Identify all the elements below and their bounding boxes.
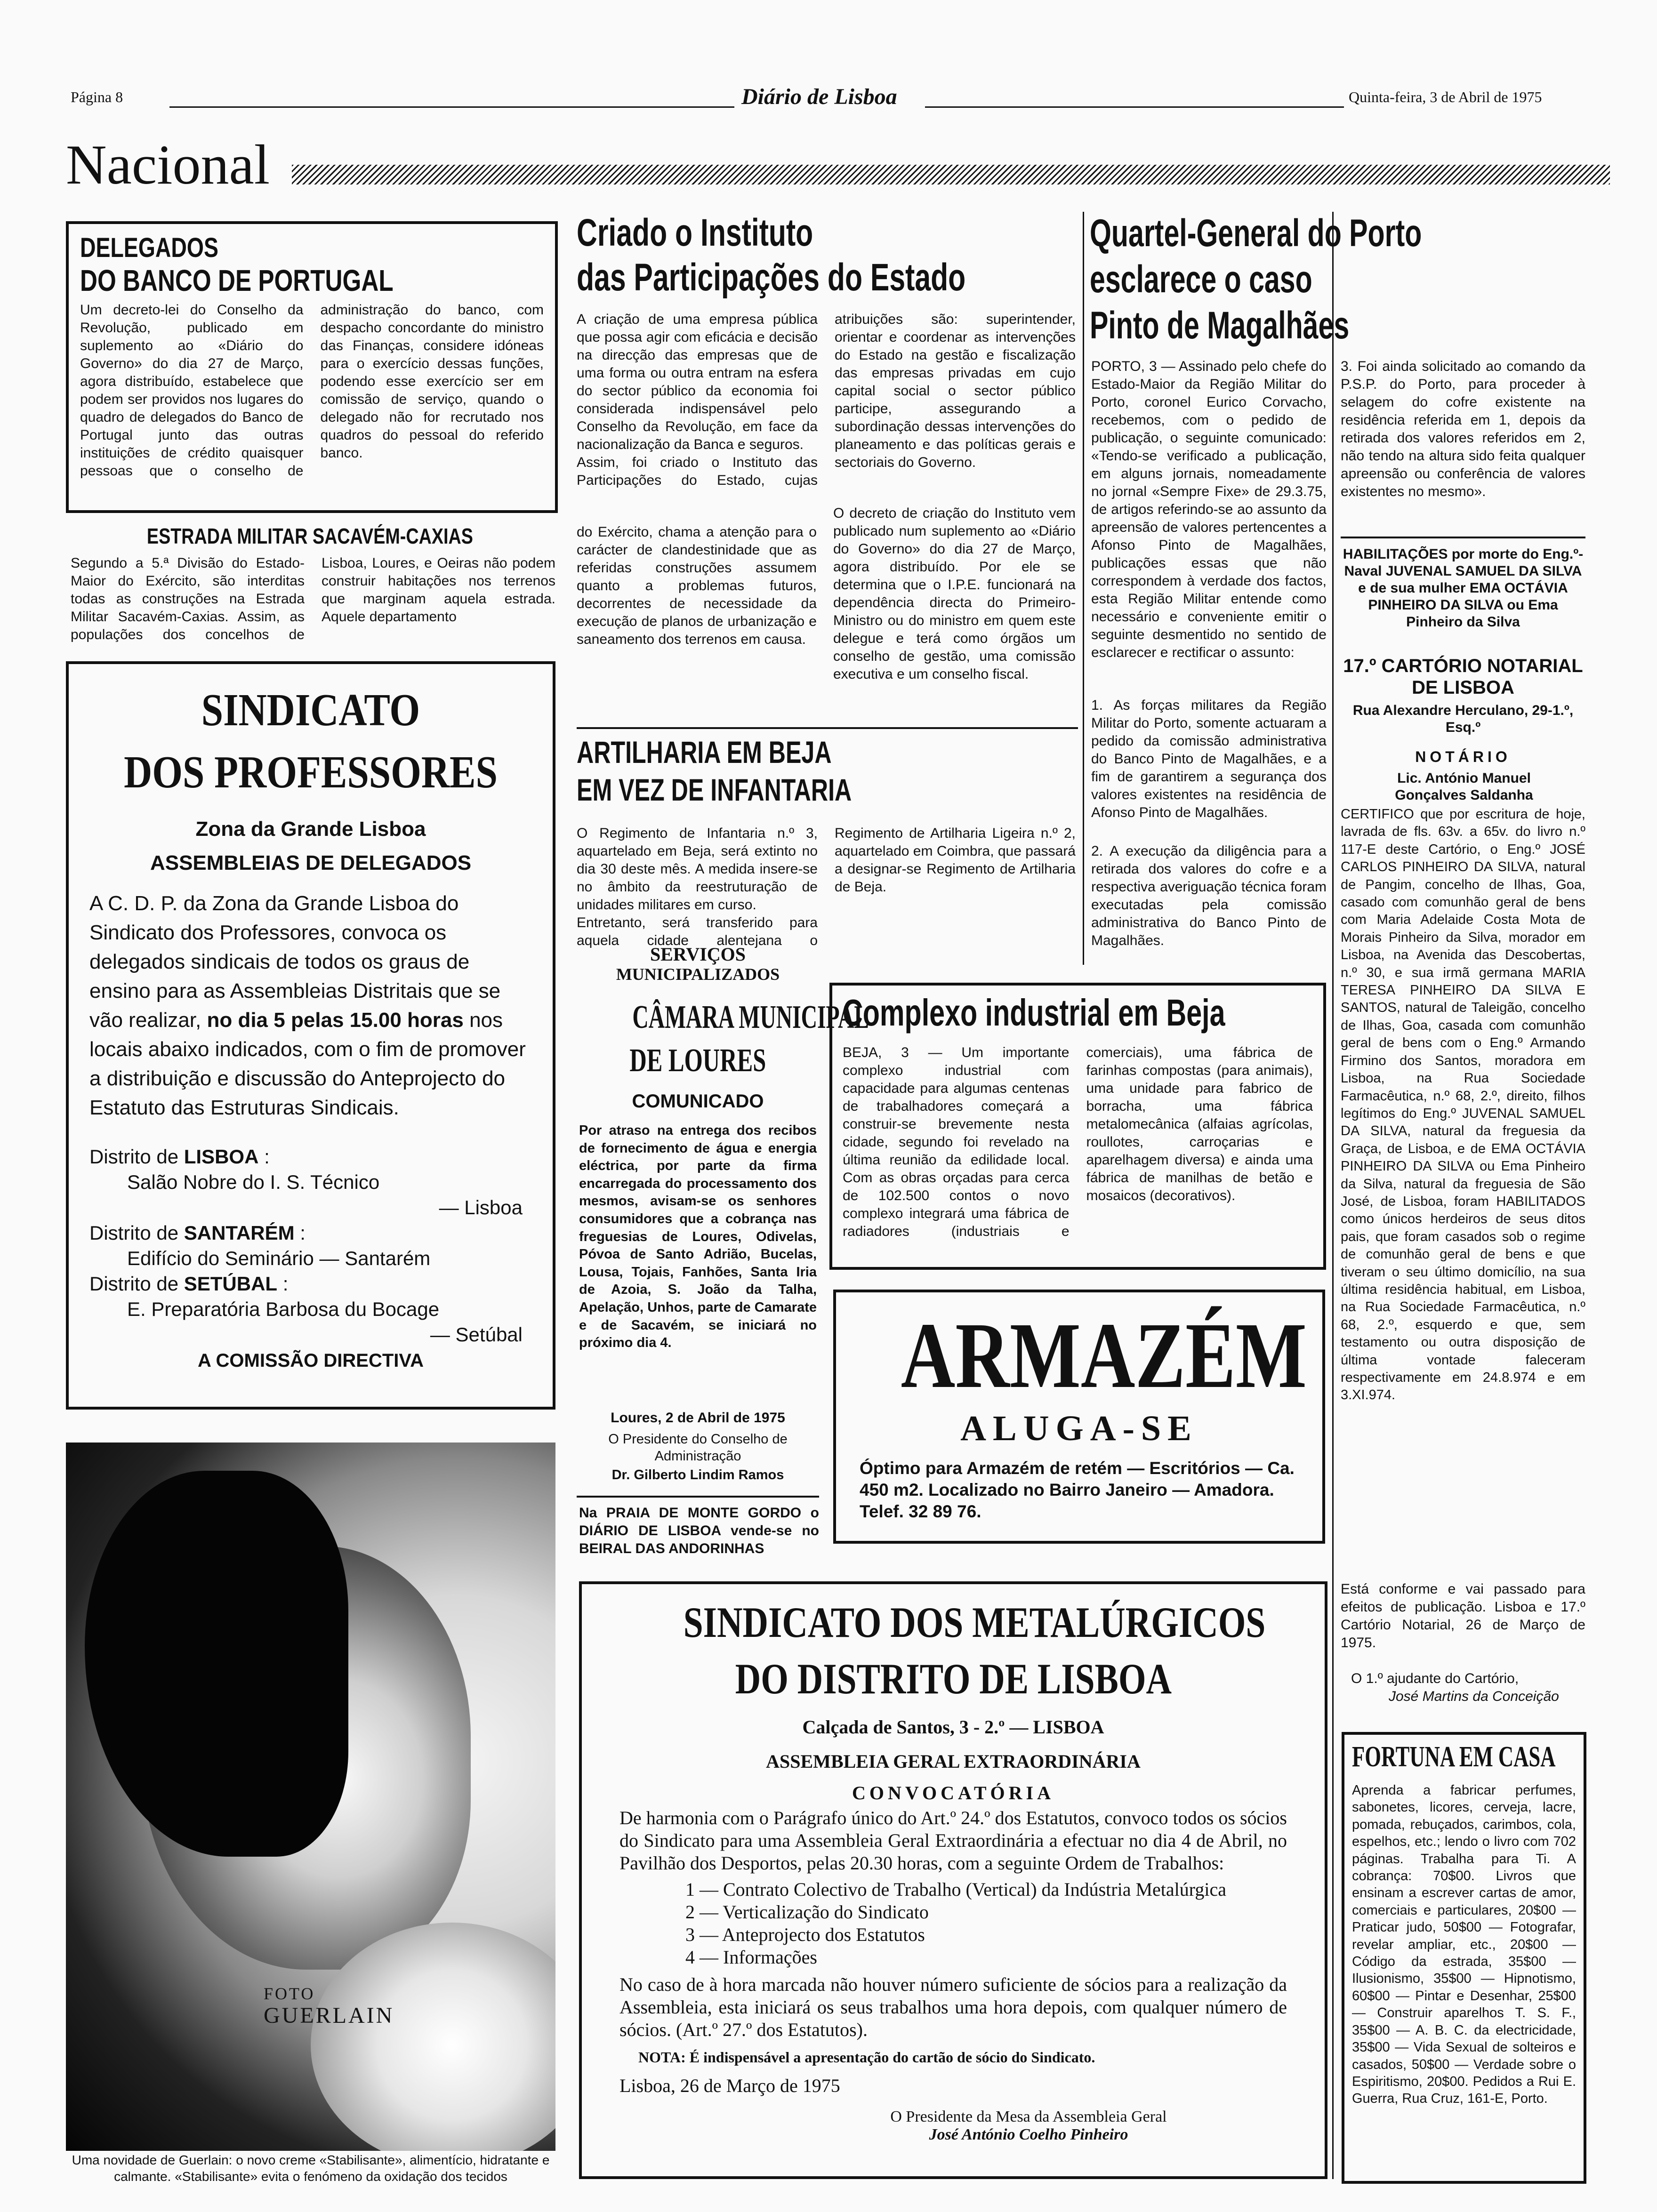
professores-body-a: A C. D. P. da Zona da Grande Lisboa do Sindicato dos Professores, convoca os delegados sindicais de todos os graus de ensino para as Assembleias Distritais que se vão realizar, bbox=[89, 892, 501, 1032]
armazem-subtitle: ALUGA-SE bbox=[960, 1409, 1198, 1448]
armazem-box bbox=[833, 1290, 1325, 1544]
quartel-title-2: esclarece o caso bbox=[1090, 258, 1312, 301]
complexo-title: Complexo industrial em Beja bbox=[843, 992, 1225, 1034]
estrada-body: Segundo a 5.ª Divisão do Estado-Maior do Exército, são interditas todas as construções na Estrada Militar Sacavém-Caxias. Assim, as populações dos concelhos de Lisboa, Loures, e Oeiras não podem construir habitações nos terrenos que marginam aquela estrada. Aquele departamento bbox=[71, 555, 555, 642]
notario-name: Lic. António Manuel Gonçalves Saldanha bbox=[1395, 770, 1533, 803]
header-rule-left bbox=[169, 106, 734, 108]
guerlain-brand: GUERLAIN bbox=[264, 2003, 394, 2028]
guerlain-foto-label: FOTO bbox=[264, 1984, 315, 2003]
header-rule-right bbox=[925, 106, 1344, 108]
cartorio-address: Rua Alexandre Herculano, 29-1.º, Esq.º bbox=[1352, 703, 1574, 735]
professores-zona: Zona da Grande Lisboa bbox=[195, 817, 426, 841]
estrada-continued: do Exército, chama a atenção para o carácter de clandestinidade que as referidas construções assumem quanto a problemas futuros, decorrentes de necessidade da execução de planos de urbanização e saneamento dos terrenos em causa. bbox=[577, 524, 817, 647]
quartel-title-1: Quartel-General do Porto bbox=[1090, 212, 1422, 255]
guerlain-caption: Uma novidade de Guerlain: o novo creme «Stabilisante», alimentício, hidratante e calmante. «Stabilisante» evita o fenómeno da oxidação dos tecidos bbox=[72, 2153, 550, 2184]
servicos-comunicado: COMUNICADO bbox=[632, 1091, 764, 1112]
district-setubal: Distrito de SETÚBAL : bbox=[89, 1273, 289, 1295]
professores-title-2: DOS PROFESSORES bbox=[124, 747, 498, 798]
praia-notice: Na PRAIA DE MONTE GORDO o DIÁRIO DE LISBOA vende-se no BEIRAL DAS ANDORINHAS bbox=[579, 1505, 819, 1556]
section-hatch-bar bbox=[292, 165, 1610, 184]
servicos-body: Por atraso na entrega dos recibos de fornecimento de água e energia eléctrica, por parte da firma encarregada do processamento dos mesmos, avisam-se os senhores consumidores que a cobrança nas freguesias de Loures, Odivelas, Póvoa de Santo Adrião, Bucelas, Lousa, Tojais, Fanhões, Santa Iria de Azoia, S. João da Talha, Apelação, Unhos, parte de Camarate e de Sacavém, se iniciará no próximo dia 4. bbox=[579, 1123, 817, 1351]
metal-agenda-item-4: 4 — Informações bbox=[685, 1947, 817, 1968]
delegados-body: Um decreto-lei do Conselho da Revolução, publicado em suplemento ao «Diário do Governo» do dia 27 de Março, agora distribuído, estabelece que podem ser providos nos lugares do quadro de delegados do Banco de Portugal junto das outras instituições de crédito quaisquer pessoas que o conselho de administração do banco, com despacho concordante do ministro das Finanças, considere idóneas para o exercício dessas funções, podendo esse exercício ser em comissão de serviço, quando o delegado não for recrutado nos quadros do pessoal do referido banco. bbox=[80, 302, 544, 479]
district-santarem-name: SANTARÉM bbox=[184, 1222, 295, 1244]
metal-title-1 bbox=[619, 1598, 1287, 1646]
metal-convocatoria: CONVOCATÓRIA bbox=[852, 1782, 1055, 1803]
metal-sign-1: O Presidente da Mesa da Assembleia Geral bbox=[890, 2108, 1167, 2125]
district-label: Distrito de bbox=[89, 1222, 184, 1244]
instituto-body bbox=[577, 311, 1076, 499]
fortuna-title: FORTUNA EM CASA bbox=[1352, 1741, 1556, 1773]
habilitacoes-closing: Está conforme e vai passado para efeitos de publicação. Lisboa e 17.º Cartório Notarial, 26 de Março de 1975. bbox=[1341, 1581, 1585, 1651]
metal-title-2 bbox=[619, 1655, 1287, 1703]
page-date: Quinta-feira, 3 de Abril de 1975 bbox=[1349, 88, 1542, 105]
metal-nota: NOTA: É indispensável a apresentação do cartão de sócio do Sindicato. bbox=[638, 2049, 1095, 2066]
complexo-box bbox=[829, 983, 1326, 1270]
delegados-title-2: DO BANCO DE PORTUGAL bbox=[80, 264, 394, 297]
instituto-paragraph-1: A criação de uma empresa pública que possa agir com eficácia e decisão na direcção das empresas que de uma forma ou outra entram na esfera do sector público da economia foi considerada indispensável pelo Conselho da Revolução, em face da nacionalização da Banca e seguros. bbox=[577, 312, 818, 452]
fortuna-body: Aprenda a fabricar perfumes, sabonetes, licores, cerveja, lacre, pomada, rebuçados, carimbos, cola, espelhos, etc.; lendo o livro com 702 páginas. Trabalha para Ti. A cobrança: 70$00. Livros que ensinam a escrever cartas de amor, comerciais e particulares, 20$00 — Praticar judo, 50$00 — Fotografar, revelar ampliar, etc., 20$00 — Código da estrada, 35$00 — Ilusionismo, 35$00 — Hipnotismo, 60$00 — Pintar e Desenhar, 25$00 — Construir aparelhos T. S. F., 35$00 — A. B. C. da electricidade, 35$00 — Vida Sexual de solteiros e casados, 50$00 — Verdade sobre o Espiritismo, 20$00. Pedidos a Rui E. Guerra, Rua Cruz, 161-E, Porto. bbox=[1352, 1783, 1576, 2107]
guerlain-photo bbox=[66, 1443, 555, 2151]
camara-title-2-text: DE LOURES bbox=[629, 1042, 766, 1079]
camara-title-1 bbox=[577, 998, 869, 1037]
district-setubal-name: SETÚBAL bbox=[184, 1273, 278, 1295]
professores-districts bbox=[89, 1144, 532, 1347]
metal-agenda-item-1: 1 — Contrato Colectivo de Trabalho (Vertical) da Indústria Metalúrgica bbox=[685, 1879, 1226, 1900]
hair-shape bbox=[85, 1471, 348, 1857]
section-title: Nacional bbox=[66, 133, 270, 196]
armazem-title bbox=[850, 1304, 1308, 1408]
quartel-body-1: PORTO, 3 — Assinado pelo chefe do Estado-Maior da Região Militar do Porto, coronel Eurico Corvacho, recebemos, com o pedido de publicação, o seguinte comunicado: «Tendo-se verificado a publicação, em alguns jornais, nomeadamente no jornal «Sempre Fixe» de 29.3.75, de artigos referindo-se ao assunto da apreensão de valores pertencentes a Afonso Pinto de Magalhães, publicações essas que não correspondem à verdade dos factos, esta Região Militar entende como necessário e conveniente emitir o seguinte desmentido no sentido de esclarecer e rectificar o assunto: bbox=[1091, 359, 1327, 660]
armazem-body: Óptimo para Armazém de retém — Escritórios — Ca. 450 m2. Localizado no Bairro Janeiro — Amadora. Telef. 32 89 76. bbox=[860, 1459, 1295, 1521]
complexo-body: BEJA, 3 — Um importante complexo industrial com capacidade para algumas centenas de trabalhadores começará a construir-se brevemente nesta cidade, segundo foi revelado na última reunião da edilidade local. Com as obras orçadas para cerca de 102.500 contos o novo complexo integrará uma fábrica de radiadores (industriais e comerciais), uma fábrica de farinhas compostas (para animais), uma unidade para fabrico de borracha, uma fábrica metalomecânica (alfaias agrícolas, roullotes, carroçarias e aparelhagem diversa) e ainda uma fábrica de manilhas de betão e mosaicos (decorativos). bbox=[843, 1045, 1313, 1239]
professores-sign: A COMISSÃO DIRECTIVA bbox=[197, 1350, 424, 1371]
district-lisboa: Distrito de LISBOA : bbox=[89, 1146, 270, 1168]
column-rule-3 bbox=[1332, 212, 1334, 2179]
habilitacoes-body: CERTIFICO que por escritura de hoje, lavrada de fls. 63v. a 65v. do livro n.º 117-E deste Cartório, o Eng.º JOSÉ CARLOS PINHEIRO DA SILVA, natural de Pangim, concelho de Ilhas, Goa, casado com comunhão geral de bens com Maria Adelaide Costa Mota de Morais Pinheiro da Silva, morador em Lisboa, na Avenida das Descobertas, n.º 30, e sua irmã germana MARIA TERESA PINHEIRO DA SILVA E SANTOS, natural de Taleigão, concelho de Ilhas, Goa, casada com comunhão geral de bens com o Eng.º Armando Firmino dos Santos, moradora em Lisboa, na Rua Sociedade Farmacêutica, n.º 68, 2.º, direito, filhos legítimos do Eng.º JUVENAL SAMUEL DA SILVA, natural da freguesia da Graça, de Lisboa, e de EMA OCTÁVIA PINHEIRO DA SILVA ou Ema Pinheiro da Silva, natural da freguesia de São José, de Lisboa, foram HABILITADOS como únicos herdeiros de seus ditos pais, que foram casados sob o regime de comunhão geral de bens e que tiveram o seu último domicílio, na sua última residência habitual, em Lisboa, na Rua Sociedade Farmacêutica, n.º 68, 2.º, esquerdo e que, sem testamento ou outra disposição de última vontade faleceram respectivamente em 24.8.974 e em 3.XI.974. bbox=[1341, 807, 1585, 1403]
camara-title-2 bbox=[577, 1041, 819, 1081]
masthead: Diário de Lisboa bbox=[741, 84, 897, 109]
district-setubal-city: — Setúbal bbox=[430, 1323, 523, 1346]
district-santarem: Distrito de SANTARÉM : bbox=[89, 1222, 306, 1244]
servicos-title-2: MUNICIPALIZADOS bbox=[616, 965, 780, 984]
artilharia-paragraph-1: O Regimento de Infantaria n.º 3, aquartelado em Beja, será extinto no dia 30 deste mês. A medida insere-se no âmbito da reestruturação de unidades militares em curso. bbox=[577, 825, 818, 913]
metal-date: Lisboa, 26 de Março de 1975 bbox=[619, 2075, 840, 2096]
estrada-title: ESTRADA MILITAR SACAVÉM-CAXIAS bbox=[146, 524, 473, 548]
district-setubal-place: E. Preparatória Barbosa du Bocage bbox=[127, 1298, 440, 1320]
notario-label: NOTÁRIO bbox=[1415, 748, 1511, 765]
professores-assembleias: ASSEMBLEIAS DE DELEGADOS bbox=[150, 851, 472, 874]
delegados-title-1: DELEGADOS bbox=[80, 232, 218, 263]
habilitacoes-sign-name: José Martins da Conceição bbox=[1389, 1689, 1559, 1704]
servicos-sign-1: O Presidente do Conselho de Administração bbox=[608, 1432, 788, 1464]
metal-title-2-text: DO DISTRITO DE LISBOA bbox=[735, 1655, 1172, 1703]
delegados-box bbox=[66, 221, 558, 513]
quartel-body-3: 2. A execução da diligência para a retirada dos valores do cofre e a respectiva averiguação técnica foram executadas pela comissão administrativa do Banco Pinto de Magalhães. bbox=[1091, 843, 1327, 948]
page-number: Página 8 bbox=[71, 88, 123, 105]
metal-intro: De harmonia com o Parágrafo único do Art.º 24.º dos Estatutos, convoco todos os sócios do Sindicato para uma Assembleia Geral Extraordinária a efectuar no dia 4 de Abril, no Pavilhão dos Desportos, pelas 20.30 horas, com a seguinte Ordem de Trabalhos: bbox=[619, 1807, 1287, 1874]
armazem-title-text: ARMAZÉM bbox=[901, 1304, 1307, 1408]
district-santarem-place: Edifício do Seminário — Santarém bbox=[127, 1247, 431, 1269]
metal-title-1-text: SINDICATO DOS METALÚRGICOS bbox=[683, 1598, 1266, 1646]
column-rule-2 bbox=[1083, 212, 1084, 965]
quartel-body-4: 3. Foi ainda solicitado ao comando da P.S.P. do Porto, para proceder à selagem do cofre existente na residência referida em 1, depois da retirada dos valores referidos em 2, não tendo na altura sido feita qualquer apreensão ou conferência de valores existentes no mesmo». bbox=[1341, 359, 1585, 499]
instituto-title-1: Criado o Instituto bbox=[577, 211, 813, 254]
instituto-paragraph-3: O decreto de criação do Instituto vem publicado num suplemento ao «Diário do Governo» do dia 27 de Março, agora distribuído. Por ele se determina que o I.P.E. funcionará na dependência directa do Primeiro-Ministro ou do ministro em quem este delegue e terá como órgãos um conselho de gestão, uma comissão executiva e um conselho fiscal. bbox=[833, 505, 1076, 682]
professores-body-b: no dia 5 pelas 15.00 horas bbox=[207, 1009, 464, 1032]
metal-box bbox=[579, 1581, 1327, 2179]
quartel-body-2: 1. As forças militares da Região Militar do Porto, somente actuaram a pedido da comissão administrativa do Banco Pinto de Magalhães, e a fim de garantirem a segurança dos valores existentes na residência de Afonso Pinto de Magalhães. bbox=[1091, 697, 1327, 820]
district-label: Distrito de bbox=[89, 1146, 184, 1168]
metal-address: Calçada de Santos, 3 - 2.º — LISBOA bbox=[802, 1716, 1104, 1738]
camara-title-1-text: CÂMARA MUNICIPAL bbox=[632, 999, 869, 1035]
habilitacoes-sign: O 1.º ajudante do Cartório, bbox=[1351, 1671, 1519, 1686]
professores-body bbox=[89, 889, 532, 1122]
professores-box bbox=[66, 661, 555, 1410]
quartel-title-3: Pinto de Magalhães bbox=[1090, 304, 1350, 347]
cartorio-title: 17.º CARTÓRIO NOTARIAL DE LISBOA bbox=[1343, 656, 1583, 698]
artilharia-title-2: EM VEZ DE INFANTARIA bbox=[577, 772, 852, 807]
metal-agenda-item-2: 2 — Verticalização do Sindicato bbox=[685, 1901, 929, 1923]
artilharia-title-1: ARTILHARIA EM BEJA bbox=[577, 735, 832, 769]
professores-title-1: SINDICATO bbox=[201, 685, 420, 736]
instituto-paragraph-2: Assim, foi criado o Instituto das Participações do Estado, cujas atribuições são: superintender, orientar e coordenar as intervenções do Estado na gestão e fiscalização das empresas privadas em cujo capital social o sector público participe, assegurando a subordinação dessas intervenções do planeamento e das políticas gerais e sectoriais do Governo. bbox=[577, 312, 1076, 488]
metal-agenda bbox=[619, 1878, 1287, 1969]
district-lisboa-city: — Lisboa bbox=[439, 1196, 523, 1218]
servicos-date: Loures, 2 de Abril de 1975 bbox=[611, 1410, 785, 1426]
instituto-title-2: das Participações do Estado bbox=[577, 256, 966, 299]
artilharia-paragraph-2: Entretanto, será transferido para aquela cidade alentejana o Regimento de Artilharia Ligeira n.º 2, aquartelado em Coimbra, que passará a designar-se Regimento de Artilharia de Beja. bbox=[577, 825, 1076, 948]
professores-body-c: nos locais abaixo indicados, com o fim de promover a distribuição e discussão do Anteprojecto do Estatuto das Estruturas Sindicais. bbox=[89, 1009, 526, 1119]
servicos-title-1: SERVIÇOS bbox=[650, 944, 746, 965]
district-label: Distrito de bbox=[89, 1273, 184, 1295]
fortuna-box bbox=[1342, 1732, 1586, 2184]
metal-agenda-item-3: 3 — Anteprojecto dos Estatutos bbox=[685, 1924, 925, 1945]
servicos-sign-2: Dr. Gilberto Lindim Ramos bbox=[611, 1467, 784, 1483]
metal-note: No caso de à hora marcada não houver número suficiente de sócios para a realização da Assembleia, esta iniciará os seus trabalhos uma hora depois, com qualquer número de sócios. (Art.º 27.º dos Estatutos). bbox=[619, 1974, 1287, 2040]
metal-sign-2: José António Coelho Pinheiro bbox=[929, 2126, 1128, 2143]
habilitacoes-title: HABILITAÇÕES por morte do Eng.º-Naval JUVENAL SAMUEL DA SILVA e de sua mulher EMA OCTÁVIA PINHEIRO DA SILVA ou Ema Pinheiro da Silva bbox=[1343, 546, 1584, 630]
instituto-end-rule bbox=[577, 727, 1078, 729]
district-lisboa-place: Salão Nobre do I. S. Técnico bbox=[127, 1171, 380, 1193]
district-lisboa-name: LISBOA bbox=[184, 1146, 259, 1168]
servicos-end-rule bbox=[577, 1496, 819, 1498]
habilitacoes-top-rule bbox=[1341, 537, 1585, 538]
metal-assembleia: ASSEMBLEIA GERAL EXTRAORDINÁRIA bbox=[766, 1751, 1141, 1772]
